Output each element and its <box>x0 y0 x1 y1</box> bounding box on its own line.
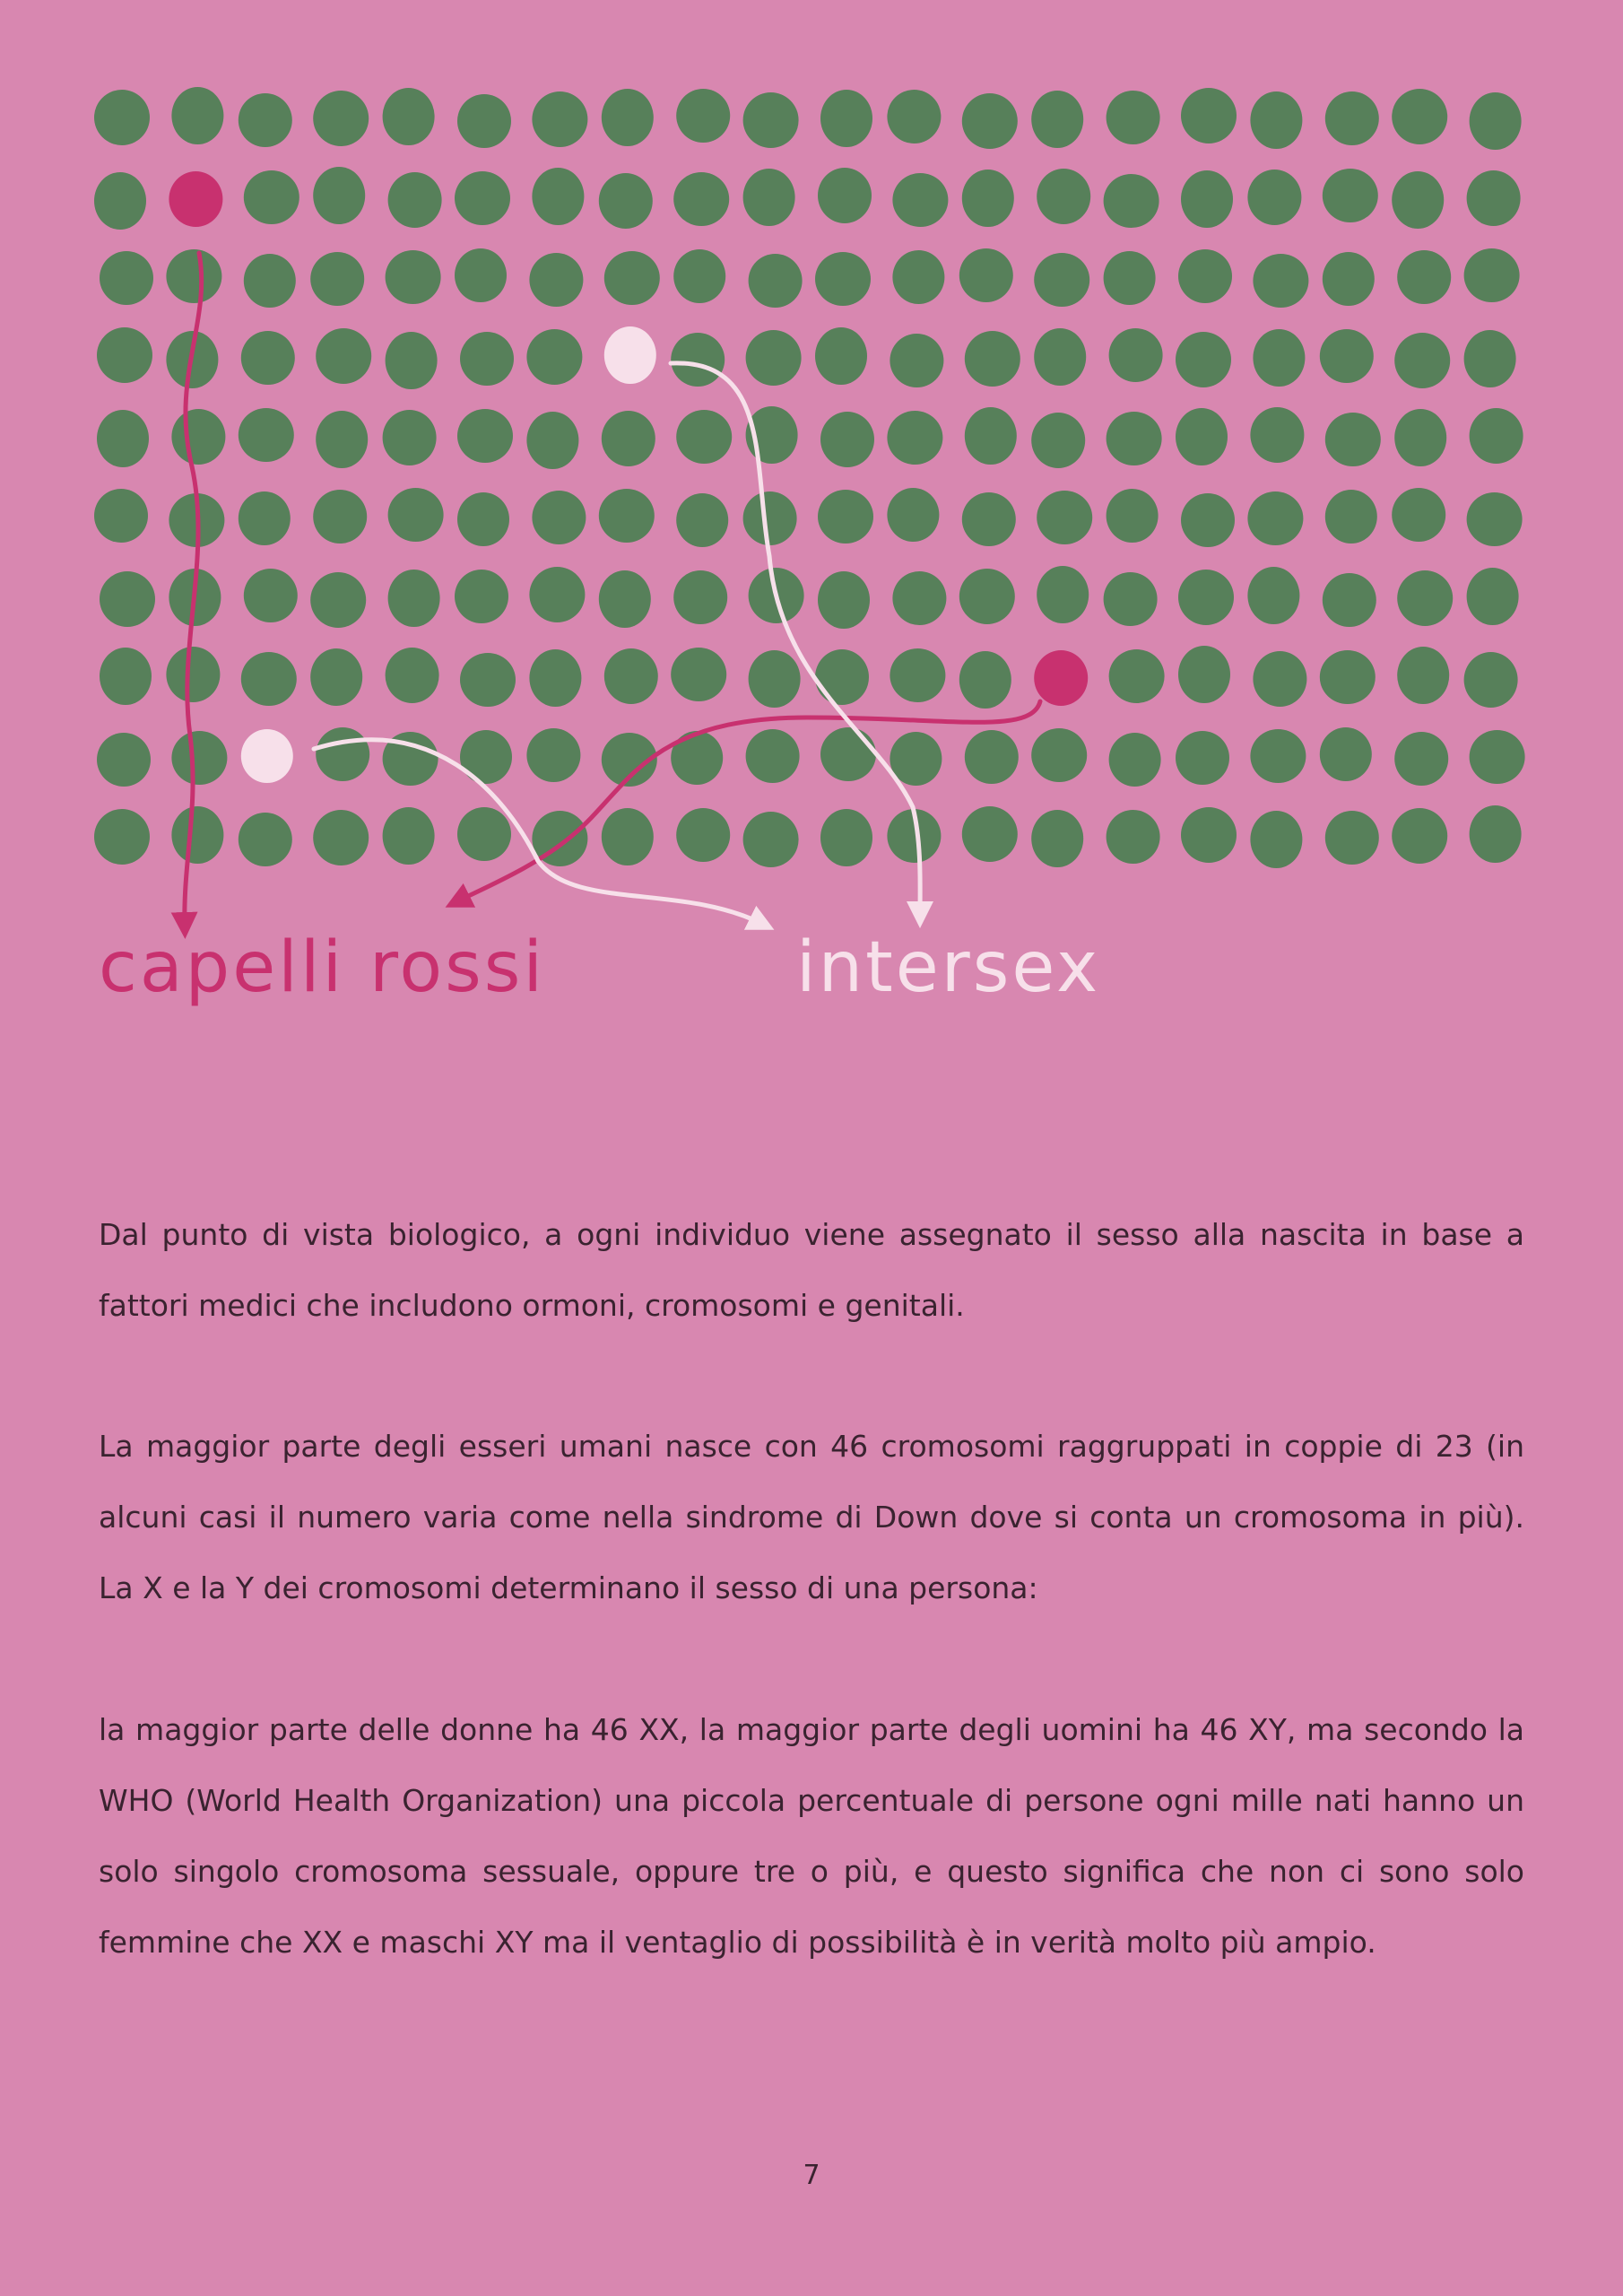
dot <box>962 170 1014 227</box>
dot <box>887 411 942 465</box>
dot <box>310 648 362 706</box>
dot <box>743 491 797 545</box>
dot <box>1107 412 1162 465</box>
dot <box>746 729 800 783</box>
dot <box>239 93 292 147</box>
dot <box>1034 328 1086 386</box>
dot <box>890 334 943 387</box>
intersex-label: intersex <box>796 927 1101 1008</box>
dot <box>310 572 366 628</box>
dot <box>94 90 150 145</box>
dot <box>1181 807 1237 863</box>
dot <box>890 648 945 702</box>
dot <box>599 570 651 628</box>
dot <box>1181 88 1237 144</box>
dot <box>1031 810 1083 867</box>
dot <box>97 327 152 383</box>
dot <box>892 173 948 227</box>
dot <box>1247 567 1299 624</box>
dot <box>1394 409 1446 466</box>
dot <box>602 808 654 865</box>
paragraph-chromosomes: La maggior parte degli esseri umani nasce con 46 cromosomi raggruppati in coppie di 23 (in alcuni casi il numero varia come nella sindrome di Down dove si conta un cromosoma in più). La X e la Y dei cromosomi determinano il sesso di una persona: <box>99 1429 1524 1605</box>
dot <box>171 806 223 864</box>
dot <box>820 727 876 781</box>
dot <box>1470 92 1522 150</box>
dot <box>1397 647 1449 704</box>
dot <box>887 488 939 542</box>
dot <box>1392 808 1447 864</box>
dot-grid <box>94 87 1525 868</box>
dot <box>962 492 1016 546</box>
dot <box>526 329 582 385</box>
dot <box>818 490 873 544</box>
dot <box>671 648 726 701</box>
dot <box>743 169 795 226</box>
dot <box>1394 333 1450 388</box>
dot <box>1325 91 1379 145</box>
dot <box>959 651 1011 709</box>
dot <box>959 569 1015 624</box>
dot <box>815 649 869 705</box>
dot <box>94 809 150 865</box>
dot <box>457 94 511 148</box>
dot <box>818 168 872 223</box>
dot <box>171 731 227 785</box>
dot <box>100 648 152 705</box>
dot <box>602 89 654 146</box>
dot <box>532 91 587 147</box>
dot <box>316 328 371 384</box>
dot <box>1250 91 1302 149</box>
dot <box>1031 91 1083 148</box>
dot <box>532 491 586 544</box>
dot <box>1107 91 1160 144</box>
paragraph-biological-sex: Dal punto di vista biologico, a ogni individuo viene assegnato il sesso alla nascita in base a fattori medici che includono ormoni, cromosomi e genitali. <box>99 1217 1524 1323</box>
dot <box>100 251 153 305</box>
highlighted-dot <box>241 729 293 783</box>
dot <box>313 490 367 544</box>
dot <box>1320 329 1374 383</box>
dot <box>1253 651 1306 707</box>
dot <box>1464 248 1520 302</box>
dot <box>1250 729 1306 783</box>
dot <box>676 89 730 143</box>
dot <box>604 251 660 305</box>
dot <box>460 332 514 386</box>
dot <box>94 489 148 543</box>
dot <box>887 90 941 144</box>
dot <box>892 250 944 304</box>
dot <box>1320 727 1372 781</box>
dot <box>820 809 872 866</box>
dot <box>1253 329 1305 387</box>
dot <box>460 730 512 784</box>
dot <box>239 813 292 866</box>
dot <box>818 571 870 629</box>
dot <box>1178 646 1230 703</box>
dot <box>313 91 369 146</box>
dot <box>671 333 725 387</box>
dot <box>892 571 946 625</box>
dot <box>743 812 799 867</box>
dot <box>1109 328 1163 382</box>
dot <box>1109 649 1165 703</box>
dot <box>457 807 511 861</box>
dot <box>388 488 444 542</box>
dot <box>1109 733 1161 787</box>
dot <box>171 87 223 144</box>
red-hair-label: capelli rossi <box>99 927 546 1008</box>
dot <box>1467 170 1521 226</box>
dot <box>1031 413 1085 468</box>
dot <box>386 250 441 304</box>
dot <box>100 571 155 627</box>
dot <box>676 808 730 862</box>
dot <box>386 648 439 703</box>
dot <box>455 171 510 225</box>
dot <box>455 570 508 623</box>
dot <box>166 647 220 702</box>
dot <box>1176 731 1229 785</box>
dot <box>1176 408 1228 465</box>
dot <box>526 728 580 782</box>
highlighted-dot <box>169 171 222 227</box>
dot <box>310 252 364 306</box>
dot <box>244 254 296 308</box>
dot <box>1464 652 1518 708</box>
dot <box>815 252 871 306</box>
dot <box>820 412 874 467</box>
dot <box>965 331 1020 387</box>
highlighted-dot <box>1034 650 1088 706</box>
dot <box>455 248 507 302</box>
dot <box>1037 491 1092 544</box>
dot <box>386 332 438 389</box>
dot <box>1181 170 1233 228</box>
dot <box>97 410 149 467</box>
dot <box>962 93 1018 149</box>
dot <box>1247 491 1303 545</box>
dot <box>602 411 655 466</box>
dot <box>1323 169 1378 222</box>
dot <box>383 807 435 865</box>
dot <box>1397 570 1453 626</box>
dot <box>526 412 578 469</box>
dot <box>1467 568 1519 625</box>
dot <box>239 491 291 545</box>
dot <box>673 172 729 226</box>
dot <box>1392 171 1444 229</box>
dot <box>1320 650 1376 704</box>
dot <box>965 407 1017 465</box>
dot <box>388 570 440 627</box>
dot <box>604 648 658 704</box>
dot <box>313 810 369 865</box>
dot <box>1250 407 1304 463</box>
dot <box>1323 573 1376 627</box>
dot <box>1470 805 1522 863</box>
dot <box>316 411 368 468</box>
dot <box>820 90 872 147</box>
dot <box>1176 332 1231 387</box>
dot <box>1107 489 1159 543</box>
dot <box>97 733 151 787</box>
dot <box>244 170 299 224</box>
dot <box>1464 330 1516 387</box>
dot <box>1247 170 1301 225</box>
dot <box>749 650 801 708</box>
dot <box>676 410 732 464</box>
dot <box>383 410 437 465</box>
dot <box>599 173 653 229</box>
page-number: 7 <box>803 2160 820 2191</box>
dot <box>460 653 516 707</box>
dot <box>1037 169 1090 224</box>
dot <box>1250 811 1302 868</box>
dot <box>388 172 442 228</box>
dot <box>171 409 225 465</box>
paragraph-who-variation: la maggior parte delle donne ha 46 XX, la maggior parte degli uomini ha 46 XY, ma secondo la WHO (World Health Organization) una piccola percentuale di persone ogni mille nati hanno un solo singolo cromosoma sessuale, oppure tre o più, e questo significa che non ci sono solo femmine che XX e maschi XY ma il ventaglio di possibilità è in verità molto più ampio. <box>99 1712 1524 1960</box>
dot <box>1325 490 1377 544</box>
dot <box>1470 408 1523 464</box>
dot <box>673 249 725 303</box>
dot <box>1323 252 1375 306</box>
dot <box>1397 250 1451 304</box>
dot <box>316 727 369 781</box>
dot <box>457 409 513 463</box>
dot <box>962 806 1018 862</box>
dot <box>746 330 802 386</box>
dot <box>1107 810 1160 864</box>
dot <box>244 569 298 622</box>
dot <box>1394 732 1448 786</box>
dot <box>529 567 585 622</box>
dot <box>1392 488 1445 542</box>
dot <box>239 408 294 462</box>
dot <box>1104 251 1156 305</box>
dot <box>599 489 655 543</box>
dot <box>1467 492 1523 546</box>
dot <box>1104 572 1158 626</box>
dot <box>529 649 581 707</box>
dot <box>673 570 727 624</box>
dot <box>532 168 584 225</box>
dot <box>241 652 297 706</box>
dot <box>383 88 435 145</box>
dot <box>313 167 365 224</box>
dot-grid-illustration <box>0 0 1623 1076</box>
dot <box>94 172 146 230</box>
dot <box>743 92 799 148</box>
dot <box>529 253 583 307</box>
dot <box>1034 253 1089 307</box>
dot <box>1181 493 1235 547</box>
dot <box>1392 89 1447 144</box>
dot <box>676 493 728 547</box>
dot <box>1031 728 1087 782</box>
dot <box>457 492 509 546</box>
dot <box>749 254 803 308</box>
dot <box>1178 249 1232 303</box>
dot <box>1104 174 1159 228</box>
dot <box>959 248 1013 302</box>
dot <box>1325 413 1381 466</box>
dot <box>241 331 295 385</box>
dot <box>815 327 867 385</box>
dot <box>166 249 221 303</box>
dot <box>1470 730 1525 784</box>
highlighted-dot <box>604 326 656 384</box>
dot <box>1178 570 1234 625</box>
dot <box>1325 811 1379 865</box>
dot <box>965 730 1019 784</box>
dot <box>1253 254 1308 308</box>
dot <box>1037 566 1089 623</box>
